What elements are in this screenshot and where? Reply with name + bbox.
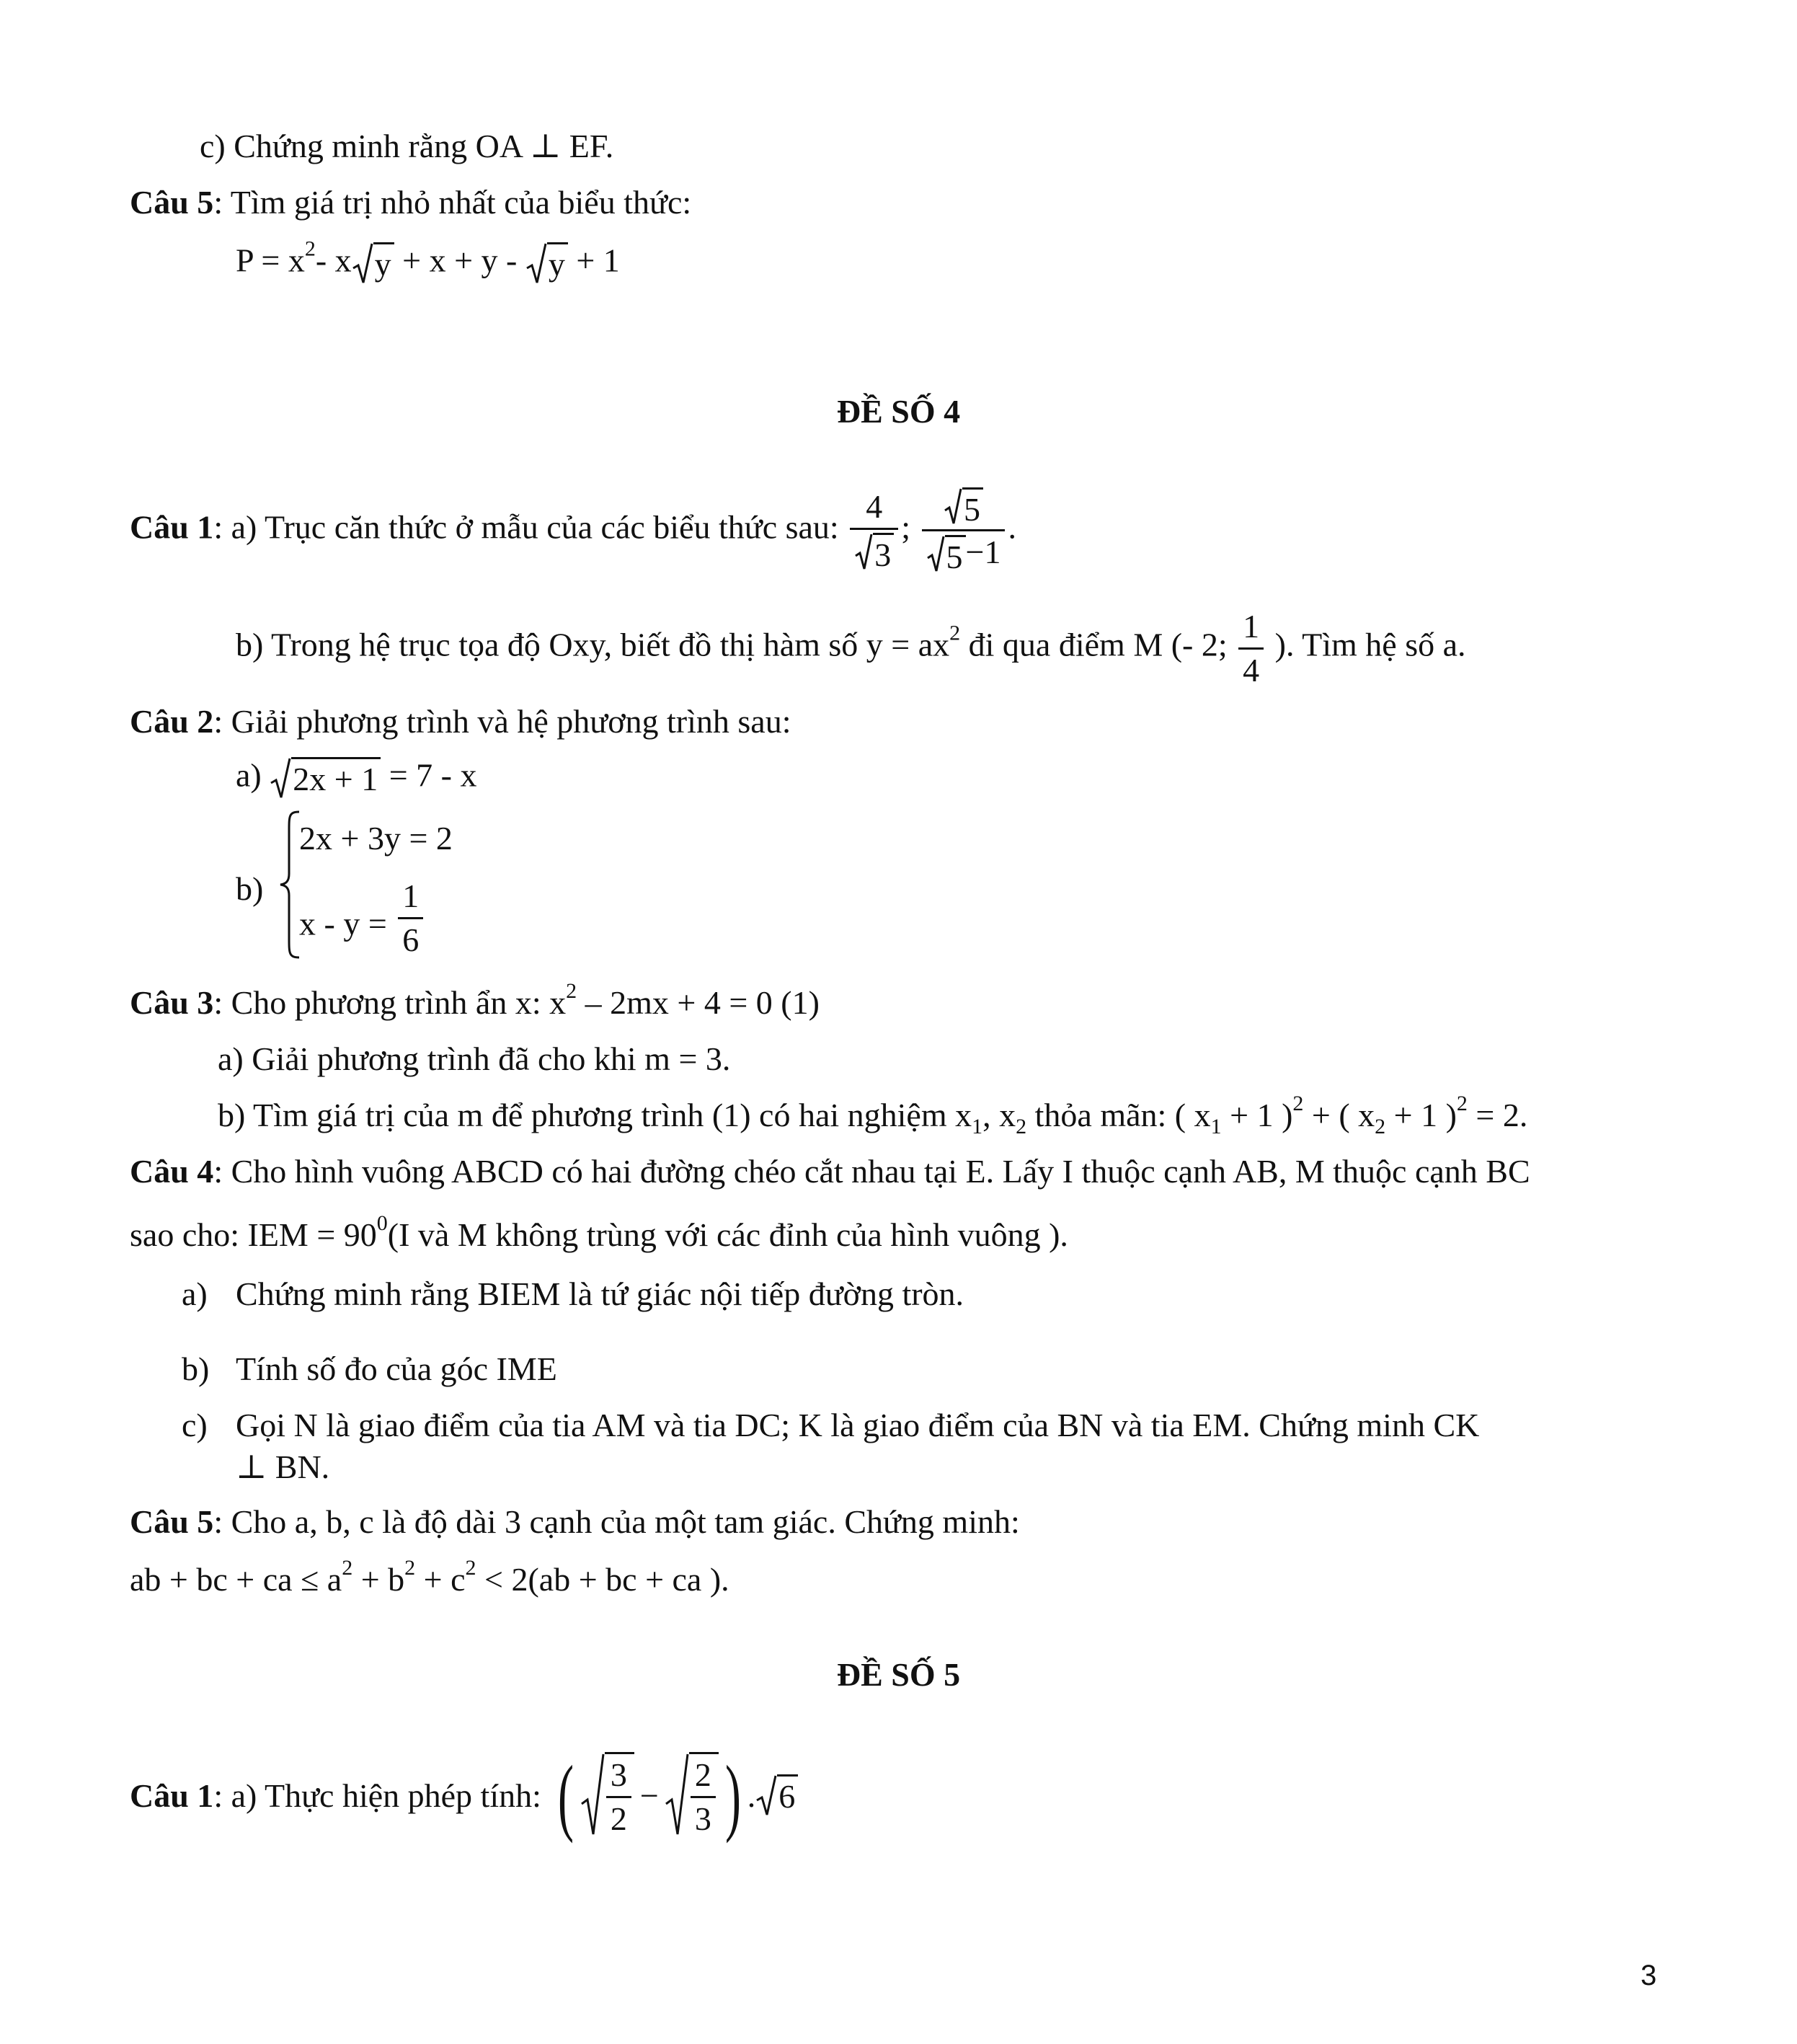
sqrt-6: 6: [755, 1774, 798, 1818]
sqrt-2x-plus-1: 2x + 1: [270, 757, 381, 800]
page-number: 3: [1641, 1960, 1657, 1991]
de4-cau2: Câu 2: Giải phương trình và hệ phương trình sau:: [130, 703, 791, 740]
de4-cau4a: Chứng minh rằng BIEM là tứ giác nội tiếp đường tròn.: [236, 1275, 964, 1312]
de4-cau5-inequality: ab + bc + ca ≤ $a^2 + b^2 + c^2 < 2(ab$ + bc + ca ).: [130, 1556, 729, 1598]
line-c-oa-perp-ef: c) Chứng minh rằng OA ⊥ EF.: [200, 128, 614, 164]
de4-cau3b: b) Tìm giá trị của m để phương trình (1) có hai nghiệm $x_1$, $x_2$ thỏa mãn: ( $x_1 + 1$ )$^2$ + ( $x_2 + 1$ )$^2$ = 2.: [218, 1092, 1528, 1138]
fraction-sqrt5-over-sqrt5-minus-1: 5 5 −1: [922, 485, 1006, 577]
de4-cau2b-eq1: 2x + 3y = 2: [299, 820, 453, 857]
de4-cau4c: Gọi N là giao điểm của tia AM và tia DC; K là giao điểm của BN và tia EM. Chứng minh CK: [236, 1407, 1480, 1443]
left-paren: (: [557, 1747, 574, 1844]
de4-cau4c-label: c): [182, 1407, 208, 1443]
de4-cau4c-line2: ⊥ BN.: [236, 1448, 330, 1485]
system-brace: [278, 809, 302, 960]
de4-cau4b-label: b): [182, 1350, 210, 1387]
cau5-previous: Câu 5: Tìm giá trị nhỏ nhất của biểu thức:: [130, 184, 692, 221]
fraction-1-over-6: $\frac{1}{6}$: [398, 875, 423, 960]
de4-cau5: Câu 5: Cho a, b, c là độ dài 3 cạnh của một tam giác. Chứng minh:: [130, 1503, 1020, 1540]
de4-cau4: Câu 4: Cho hình vuông ABCD có hai đường chéo cắt nhau tại E. Lấy I thuộc cạnh AB, M thuộc cạnh BC: [130, 1153, 1530, 1190]
right-paren: ): [724, 1747, 741, 1844]
de5-cau1a: Câu 1 : a) Thực hiện phép tính: ( $\frac{3}{2}$ − $\frac{2}{3}$ ) . 6: [130, 1752, 798, 1839]
expression-p: $P = x^2-$ x y + x + y - y + 1: [236, 242, 620, 286]
de4-cau1b: b) Trong hệ trục tọa độ Oxy, biết đồ thị hàm số $y = ax^2$ đi qua điểm M (- 2; $\frac{1}{4}$ ). Tìm hệ số a.: [236, 606, 1466, 691]
de4-cau4a-label: a): [182, 1275, 208, 1312]
fraction-4-over-sqrt3: $\frac{4}{3}$: [850, 486, 898, 575]
sqrt-2-over-3: $\frac{2}{3}$: [665, 1752, 719, 1839]
de4-cau2a: a) 2x + 1 = 7 - x: [236, 757, 476, 800]
title-de-so-5: ĐỀ SỐ 5: [836, 1656, 961, 1693]
sqrt-y-2: y: [525, 242, 568, 286]
de4-cau2b-eq2: x - y = $\frac{1}{6}$: [299, 875, 426, 960]
fraction-1-over-4: $\frac{1}{4}$: [1238, 606, 1264, 691]
de4-cau2b-label: b): [236, 870, 264, 907]
sqrt-3-over-2: $\frac{3}{2}$: [580, 1752, 634, 1839]
title-de-so-4: ĐỀ SỐ 4: [836, 393, 961, 430]
de4-cau3: Câu 3: Cho phương trình ẩn x: $x^2 - 2mx + 4 = 0$ (1): [130, 979, 820, 1021]
de4-cau3a: a) Giải phương trình đã cho khi m = 3.: [218, 1040, 731, 1077]
de4-cau4b: Tính số đo của góc IME: [236, 1350, 557, 1387]
de4-cau1a: Câu 1: a) Trục căn thức ở mẫu của các biểu thức sau: $\frac{4}{3}$ ; 5 5 −1 .: [130, 485, 1016, 577]
de4-cau4-line2: sao cho: IEM = $90^0(I$ và M không trùng với các đỉnh của hình vuông ).: [130, 1211, 1068, 1253]
sqrt-y-1: y: [352, 242, 394, 286]
